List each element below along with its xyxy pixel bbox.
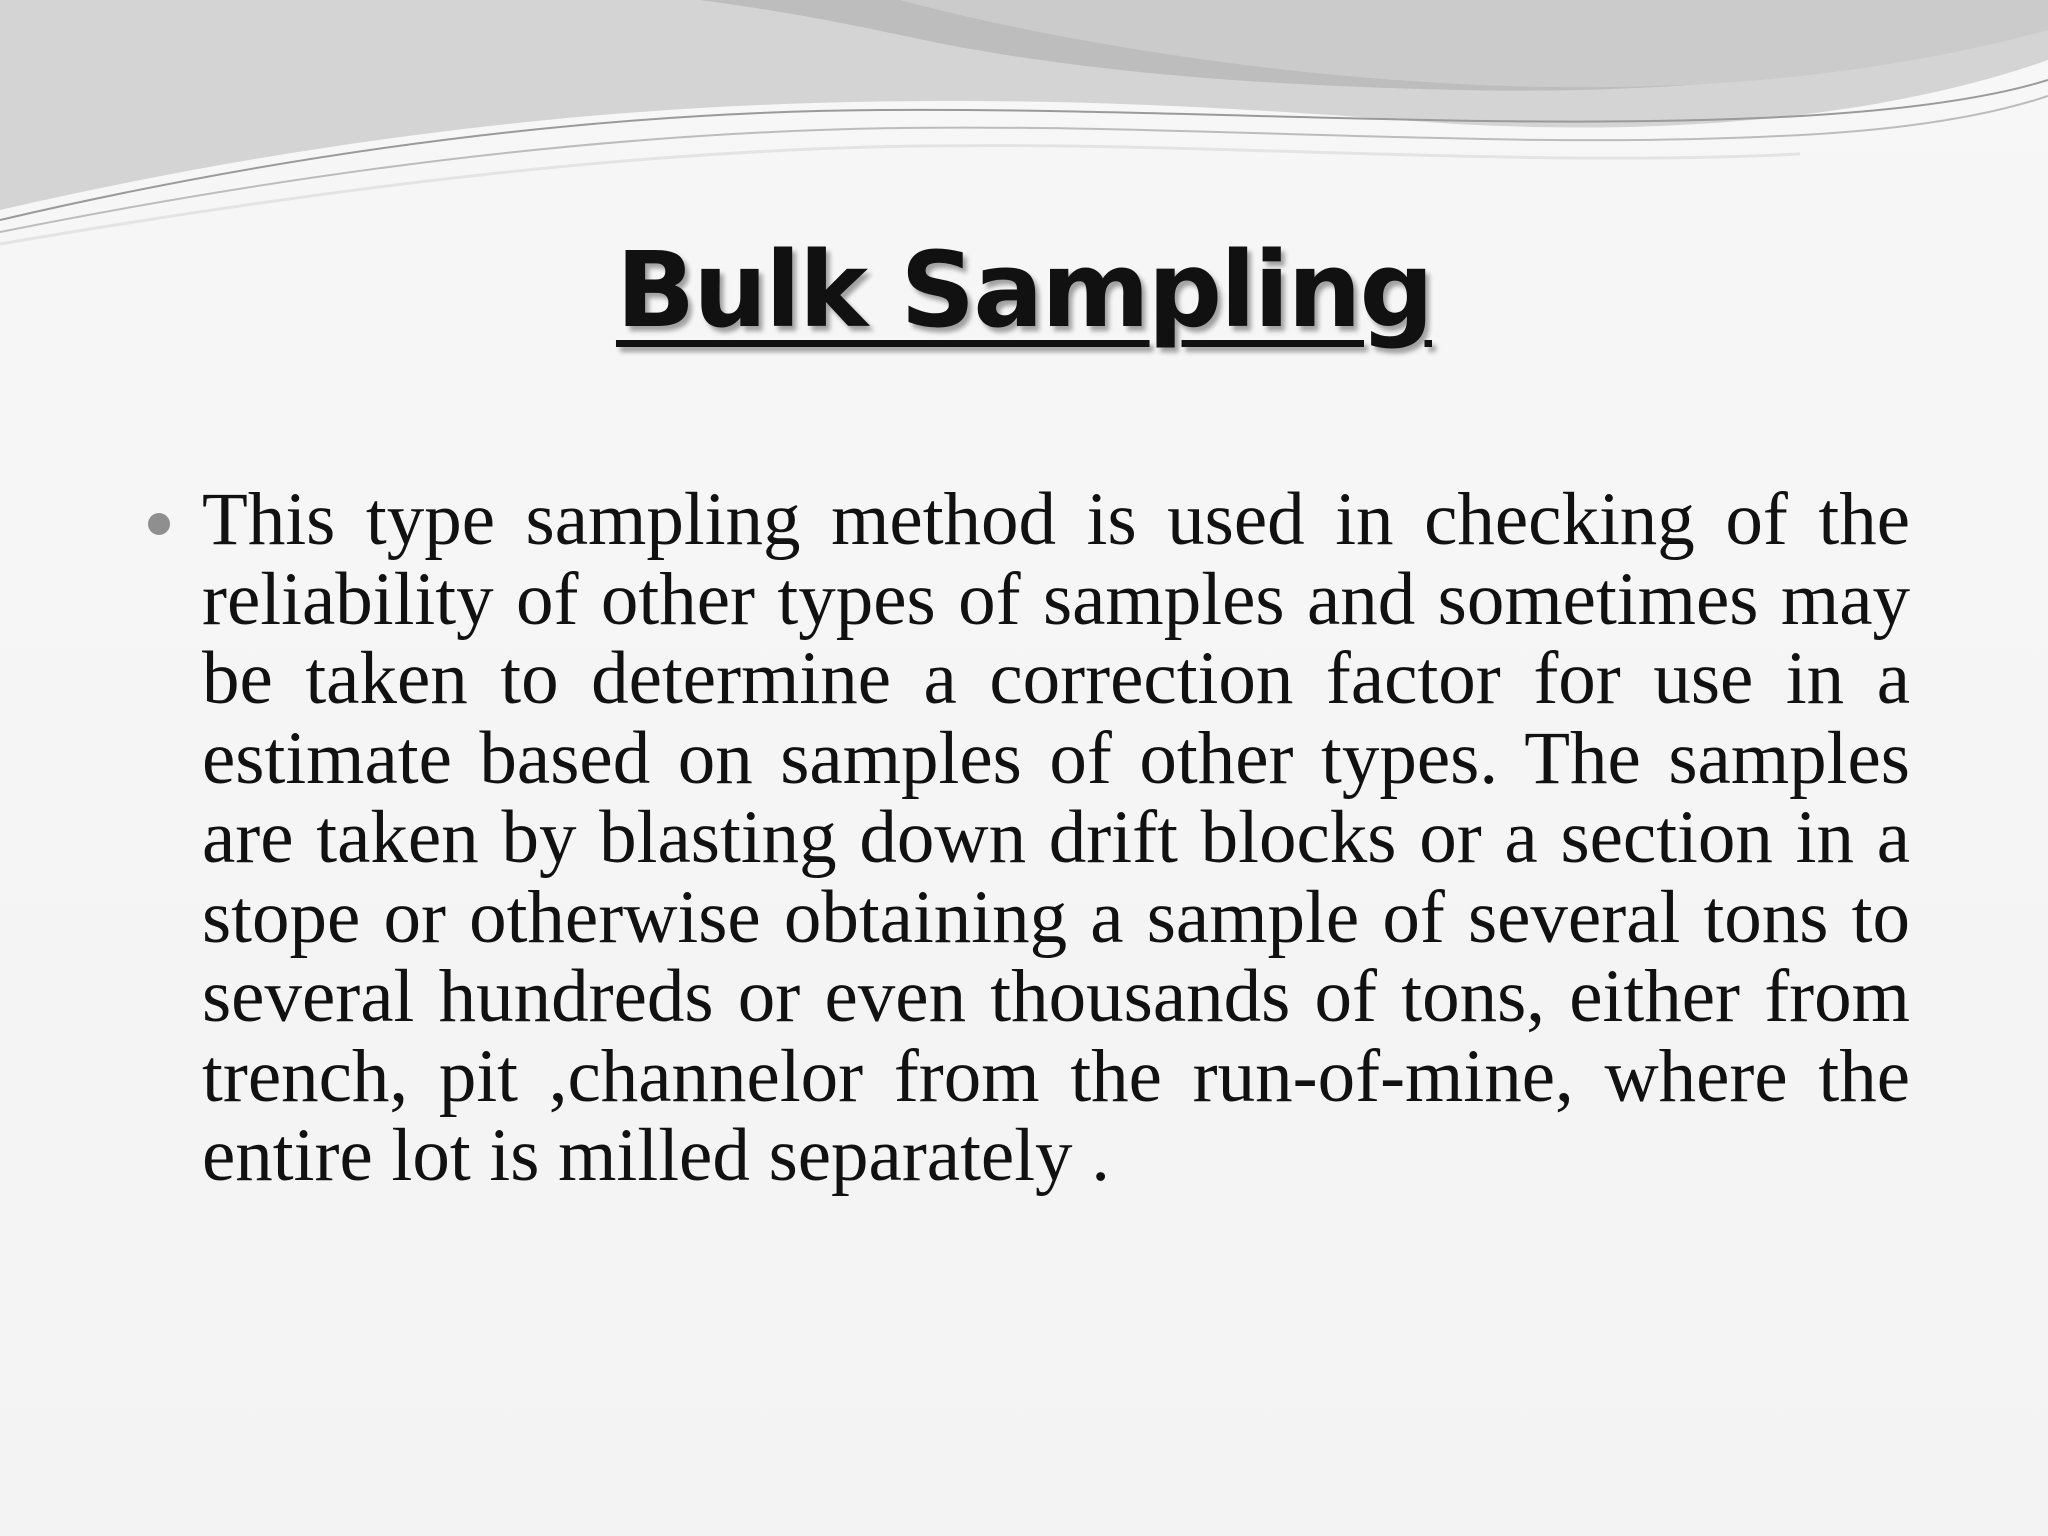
slide-title: Bulk Sampling [615,229,1432,351]
bullet-item [140,480,1910,1196]
bullet-dot-icon [148,513,170,535]
decorative-wave-banner [0,0,2048,260]
bullet-list [140,480,1910,1196]
bullet-text: This type sampling method is used in checking of the reliability of other types of samples and sometimes may be taken to determine a correction factor for use in a estimate based on samples of other types. The samples are taken by blasting down drift blocks or a section in a stope or otherwise obtaining a sample of several tons to several hundreds or even thousands of tons, either from trench, pit ,channelor from the run-of-mine, where the entire lot is milled separately . [202,478,1910,1197]
